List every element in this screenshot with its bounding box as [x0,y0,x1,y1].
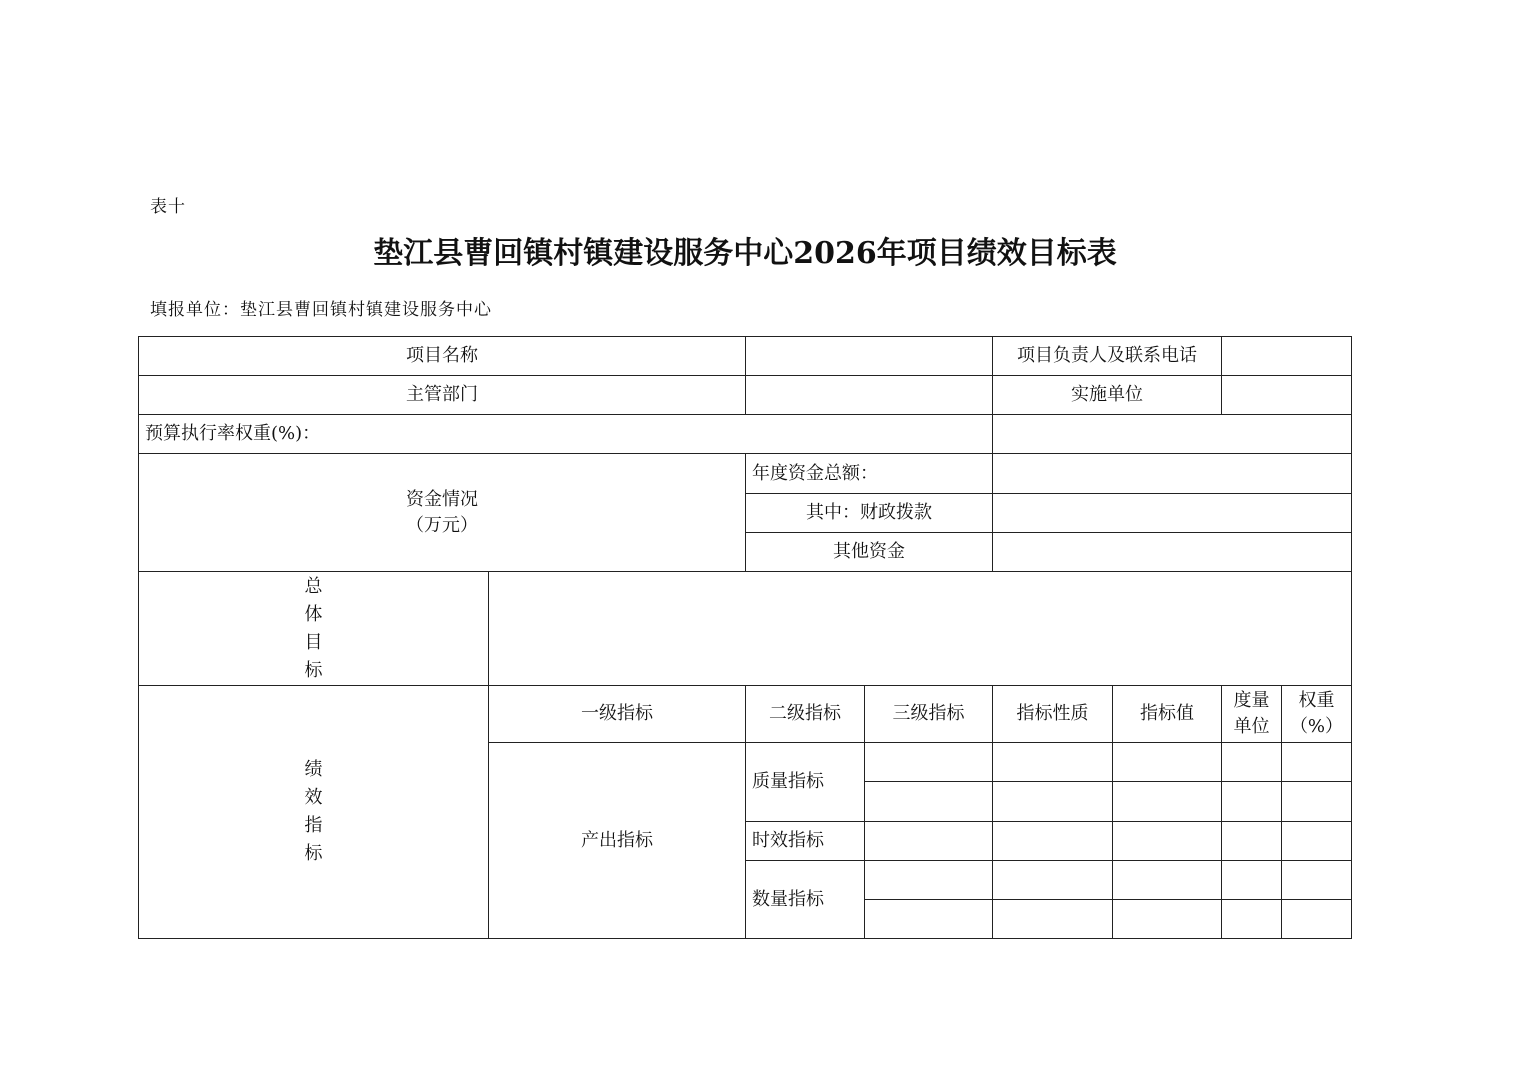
row-budget-rate [139,415,1352,454]
header-weight [1282,686,1352,743]
overall-goal-label [139,572,489,686]
perf-char: 指 [304,815,323,836]
level3-cell[interactable] [865,861,993,900]
value-cell[interactable] [1113,900,1222,939]
contact-value[interactable] [1222,337,1352,376]
header-unit-line1: 度量 [1233,690,1270,711]
fund-fiscal-label: 其中：财政拨款 [746,494,993,533]
fund-total-label: 年度资金总额： [746,454,993,494]
overall-goal-char: 目 [304,631,323,653]
document-title: 垫江县曹回镇村镇建设服务中心2026年项目绩效目标表 [373,236,1117,271]
overall-goal-value[interactable] [489,572,1352,686]
header-nature: 指标性质 [993,686,1113,743]
level3-cell[interactable] [865,900,993,939]
unit-cell[interactable] [1222,900,1282,939]
budget-rate-value[interactable] [993,415,1352,454]
unit-cell[interactable] [1222,822,1282,861]
budget-rate-label: 预算执行率权重(%)： [139,415,993,454]
fund-other-value[interactable] [993,533,1352,572]
header-unit [1222,686,1282,743]
project-name-value[interactable] [746,337,993,376]
weight-cell[interactable] [1282,782,1352,822]
fund-label-line1: 资金情况 [406,488,478,510]
impl-value[interactable] [1222,376,1352,415]
header-weight-line1: 权重 [1298,690,1335,711]
overall-goal-char: 体 [304,603,323,625]
weight-cell[interactable] [1282,861,1352,900]
fund-label [139,454,746,572]
row-fund-total [139,454,1352,494]
table-number: 表十 [150,197,186,217]
row-project-name [139,337,1352,376]
fund-label-line2: （万元） [406,514,478,536]
header-level1: 一级指标 [489,686,746,743]
value-cell[interactable] [1113,743,1222,782]
nature-cell[interactable] [993,743,1113,782]
header-value: 指标值 [1113,686,1222,743]
perf-char: 绩 [304,759,323,780]
level3-cell[interactable] [865,822,993,861]
overall-goal-char: 标 [304,659,323,681]
unit-cell[interactable] [1222,861,1282,900]
fund-other-label: 其他资金 [746,533,993,572]
header-unit-line2: 单位 [1233,716,1270,737]
overall-goal-char: 总 [304,575,323,597]
row-department [139,376,1352,415]
header-level3: 三级指标 [865,686,993,743]
header-level2: 二级指标 [746,686,865,743]
unit-cell[interactable] [1222,782,1282,822]
perf-char: 标 [304,843,323,864]
nature-cell[interactable] [993,900,1113,939]
performance-indicator-label [139,686,489,939]
weight-cell[interactable] [1282,900,1352,939]
fund-total-value[interactable] [993,454,1352,494]
row-overall-goal [139,572,1352,686]
perf-char: 效 [304,787,323,808]
level2-timeliness: 时效指标 [746,822,865,861]
level2-quantity: 数量指标 [746,861,865,939]
nature-cell[interactable] [993,782,1113,822]
header-weight-line2: （%） [1289,716,1344,737]
contact-label: 项目负责人及联系电话 [993,337,1222,376]
nature-cell[interactable] [993,822,1113,861]
row-indicator-headers [139,686,1352,743]
level3-cell[interactable] [865,782,993,822]
value-cell[interactable] [1113,861,1222,900]
weight-cell[interactable] [1282,822,1352,861]
nature-cell[interactable] [993,861,1113,900]
performance-target-table [138,336,1352,939]
unit-cell[interactable] [1222,743,1282,782]
level2-quality: 质量指标 [746,743,865,822]
filling-unit: 填报单位：垫江县曹回镇村镇建设服务中心 [150,300,492,320]
dept-label: 主管部门 [139,376,746,415]
weight-cell[interactable] [1282,743,1352,782]
level3-cell[interactable] [865,743,993,782]
dept-value[interactable] [746,376,993,415]
fund-fiscal-value[interactable] [993,494,1352,533]
value-cell[interactable] [1113,782,1222,822]
impl-label: 实施单位 [993,376,1222,415]
level1-output: 产出指标 [489,743,746,939]
value-cell[interactable] [1113,822,1222,861]
project-name-label: 项目名称 [139,337,746,376]
